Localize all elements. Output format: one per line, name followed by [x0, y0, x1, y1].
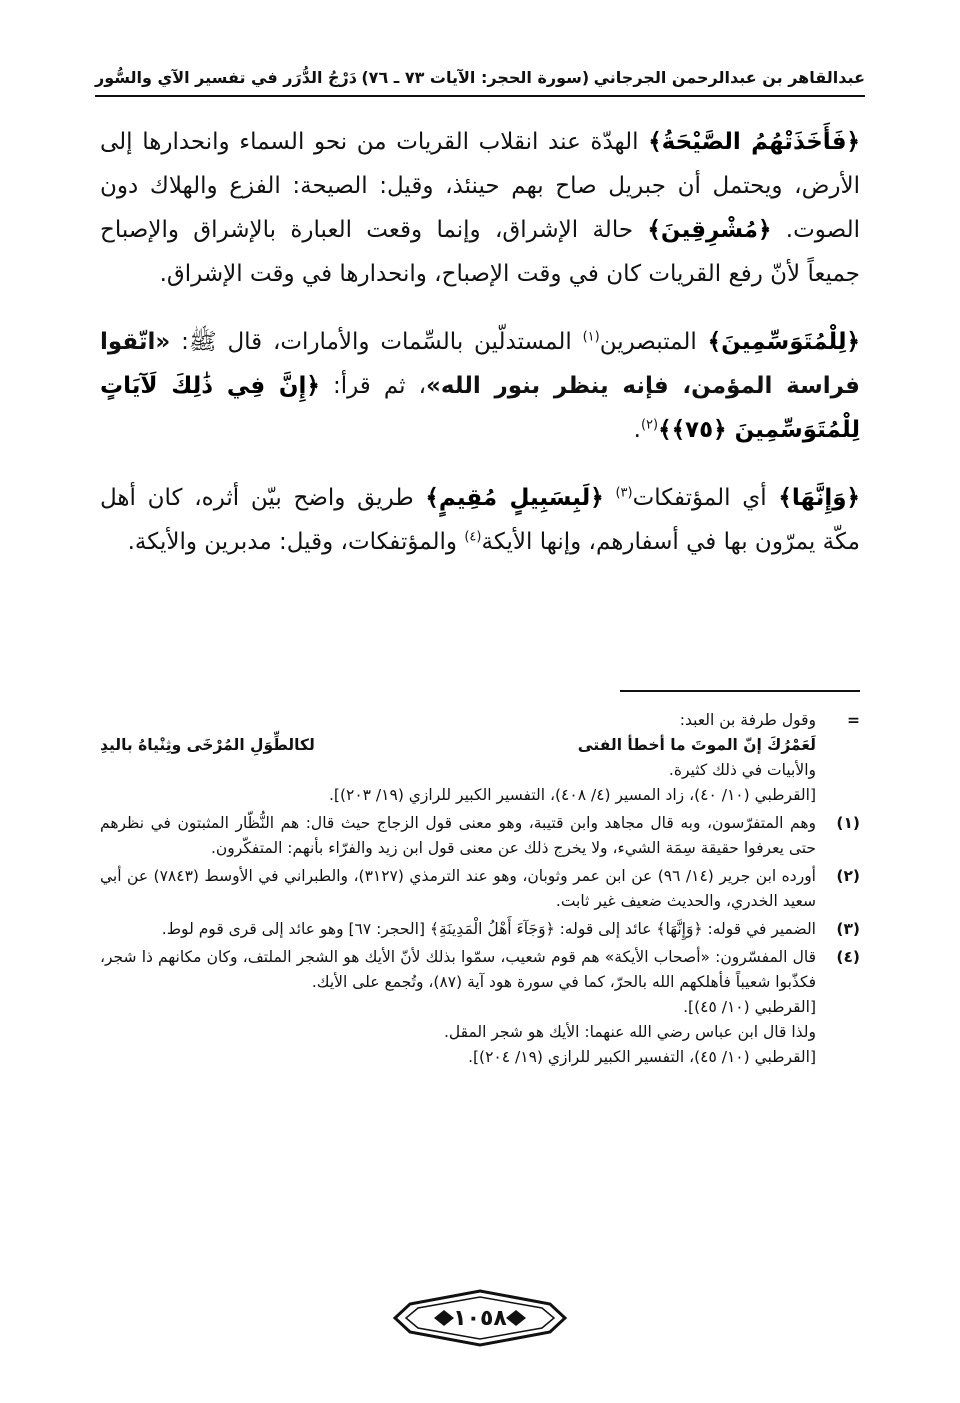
quran-quote: ﴿لِلْمُتَوَسِّمِينَ﴾: [707, 329, 860, 355]
text-run: الهدّة عند انقلاب القريات من نحو السماء وانحدارها إلى الأرض، ويحتمل أن جبريل صاح بهم حينئذ، وقيل: الصيحة: الفزع والهلاك دون الصوت.: [100, 129, 860, 243]
text-run: المستدلّين بالسِّمات والأمارات، قال ﷺ:: [170, 329, 583, 355]
footnote-number: (٤): [836, 948, 860, 966]
paragraph-3: [100, 476, 860, 564]
footnote-ref: (٢): [640, 417, 659, 433]
footnote-number: (١): [836, 814, 860, 832]
quran-quote: ﴿مُشْرِقِينَ﴾: [647, 217, 772, 243]
poetry-verse: [100, 733, 816, 758]
text-run: [604, 485, 616, 511]
paragraph-2: [100, 320, 860, 452]
text-run: .: [633, 417, 641, 443]
footnote-ref: (٤): [464, 529, 482, 545]
footnote-number: (٢): [836, 867, 860, 885]
quran-quote: ﴿وَإِنَّهَا﴾: [778, 485, 860, 511]
footnote-citation: [القرطبي (١٠/ ٤٥)].: [683, 998, 816, 1016]
header-author: عبدالقاهر بن عبدالرحمن الجرجاني: [593, 67, 865, 87]
footnote-text: وقول طرفة بن العبد:: [679, 711, 816, 729]
quran-quote: ﴿إِنَّ فِي ذَٰلِكَ لَآيَاتٍ لِلْمُتَوَسِّمِينَ ﴿٧٥﴾﴾: [100, 373, 860, 443]
page-number-ornament: [390, 1288, 570, 1348]
verse-second-half: لكالطِّوَلِ المُرْخَى وثِنْياهُ باليدِ: [100, 736, 315, 754]
header-book-title: دَرْجُ الدُّرَر في تفسير الآي والسُّور: [95, 67, 357, 87]
footnote-1: [100, 811, 860, 861]
footnotes: [100, 708, 860, 1073]
header-rule: [95, 95, 865, 97]
text-run: والمؤتفكات، وقيل: مدبرين والأيكة.: [127, 529, 465, 555]
footnote-text: الضمير في قوله: ﴿وَإِنَّهَا﴾ عائد إلى قوله: ﴿وَجَآءَ أَهْلُ الْمَدِينَةِ﴾ [الحجر: ٦٧] وهو عائد إلى قرى قوم لوط.: [161, 920, 816, 938]
footnote-text: وهم المتفرّسون، وبه قال مجاهد وابن قتيبة، وهو معنى قول الزجاج حيث قال: هم النُّظّار المثبتون في نظرهم حتى يعرفوا حقيقة سِمَة الشيء، ولا يخرج ذلك عن معنى قول ابن زيد والفرّاء بأنهم: المتفكّرون.: [100, 814, 816, 857]
footnote-rule: [620, 690, 860, 692]
running-head: [95, 62, 865, 92]
footnote-ref: (١): [582, 329, 600, 345]
hadith-quote: «اتّقوا فراسة المؤمن، فإنه ينظر بنور الله»: [100, 329, 860, 399]
footnote-text: أورده ابن جرير (١٤/ ٩٦) عن ابن عمر وثوبان، وهو عند الترمذي (٣١٢٧)، والطبراني في الأوسط (٧٨٤٣) عن أبي سعيد الخدري، والحديث ضعيف غير ثابت.: [100, 867, 816, 910]
footnote-text: والأبيات في ذلك كثيرة.: [668, 761, 816, 779]
text-run: أي المؤتفكات: [632, 485, 779, 511]
footnote-4: [100, 945, 860, 1070]
footnote-text: قال المفسّرون: «أصحاب الأيكة» هم قوم شعيب، سمّوا بذلك لأنّ الأيك هو الشجر الملتف، وكان مكانهم ذا شجر، فكذّبوا شعيباً فأهلكهم الله بالحرّ، كما في سورة هود آية (٨٧)، وتُجمع على الأيك.: [100, 948, 816, 991]
page-number: ١٠٥٨: [453, 1305, 507, 1331]
header-section: (سورة الحجر: الآيات ٧٣ ـ ٧٦): [361, 67, 590, 87]
footnote-citation: [القرطبي (١٠/ ٤٠)، زاد المسير (٤/ ٤٠٨)، التفسير الكبير للرازي (١٩/ ٢٠٣)].: [328, 786, 816, 804]
footnote-ref: (٣): [615, 485, 633, 501]
footnote-3: [100, 917, 860, 942]
text-run: طريق واضح بيّن أثره، كان أهل مكّة يمرّون بها في أسفارهم، وإنها الأيكة: [100, 485, 860, 555]
footnote-number: =: [847, 711, 860, 729]
text-run: المتبصرين: [599, 329, 708, 355]
verse-first-half: لَعَمْرُكَ إنّ الموتَ ما أخطأ الفتى: [577, 736, 816, 754]
footnote-citation: [القرطبي (١٠/ ٤٥)، التفسير الكبير للرازي (١٩/ ٢٠٤)].: [468, 1048, 816, 1066]
footnote-2: [100, 864, 860, 914]
main-text: [100, 120, 860, 588]
paragraph-1: [100, 120, 860, 296]
quran-quote: ﴿لَبِسَبِيلٍ مُقِيمٍ﴾: [425, 485, 604, 511]
text-run: ، ثم قرأ:: [319, 373, 427, 399]
footnote-text: ولذا قال ابن عباس رضي الله عنهما: الأيك هو شجر المقل.: [443, 1023, 816, 1041]
quran-quote: ﴿فَأَخَذَتْهُمُ الصَّيْحَةُ﴾: [648, 129, 860, 155]
footnote-number: (٣): [836, 920, 860, 938]
footnote-continued: [100, 708, 860, 808]
text-run: حالة الإشراق، وإنما وقعت العبارة بالإشراق والإصباح جميعاً لأنّ رفع القريات كان في وقت الإصباح، وانحدارها في وقت الإشراق.: [100, 217, 860, 287]
